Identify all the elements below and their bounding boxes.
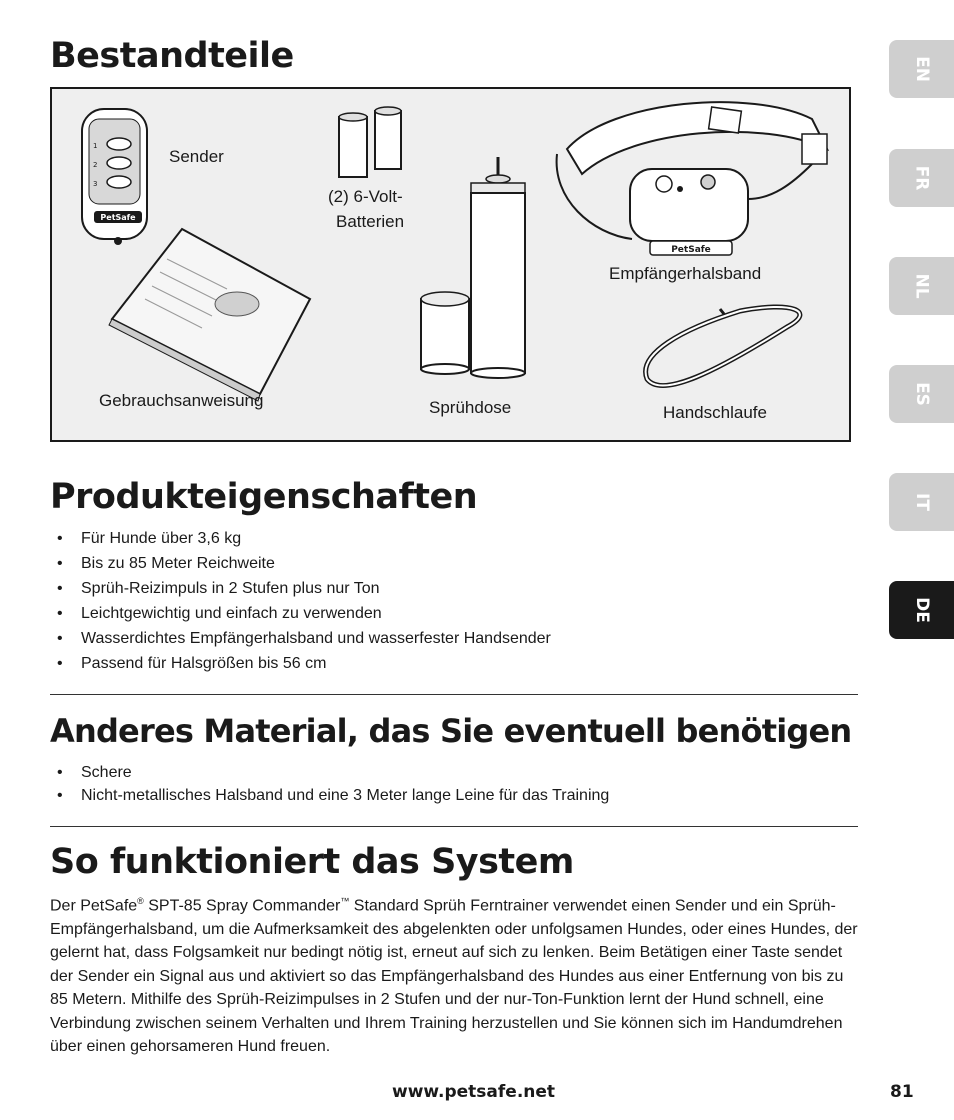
- label-manual: Gebrauchsanweisung: [99, 391, 264, 410]
- tab-label: NL: [911, 273, 932, 299]
- registered-mark: ®: [137, 896, 144, 906]
- tab-en[interactable]: [889, 40, 954, 98]
- list-item: • Schere: [55, 761, 609, 784]
- features-list: [55, 526, 551, 676]
- list-item: • Nicht-metallisches Halsband und eine 3 Meter lange Leine für das Training: [55, 784, 609, 807]
- list-item: • Wasserdichtes Empfängerhalsband und wasserfester Handsender: [55, 626, 551, 651]
- tab-label: FR: [911, 165, 932, 191]
- list-item: • Für Hunde über 3,6 kg: [55, 526, 551, 551]
- components-illustration: [50, 87, 851, 442]
- system-paragraph: [50, 890, 862, 1059]
- batteries-drawing: [339, 107, 401, 177]
- tab-nl[interactable]: [889, 257, 954, 315]
- label-spray-can: Sprühdose: [429, 398, 512, 417]
- petsafe-logo: PetSafe: [671, 245, 711, 255]
- page-number: 81: [890, 1082, 914, 1102]
- transmitter-button-3: 3: [93, 180, 98, 188]
- divider: [50, 826, 858, 827]
- label-collar: Empfängerhalsband: [609, 264, 762, 283]
- spray-can-drawing: [421, 157, 525, 378]
- label-batteries-line1: (2) 6-Volt-: [328, 187, 403, 206]
- manual-drawing: [109, 229, 310, 401]
- tab-label: IT: [911, 493, 932, 511]
- trademark-mark: ™: [340, 896, 350, 906]
- list-item: • Sprüh-Reizimpuls in 2 Stufen plus nur Ton: [55, 576, 551, 601]
- collar-drawing: [557, 102, 827, 255]
- transmitter-button-2: 2: [93, 161, 98, 169]
- tab-label: ES: [911, 382, 932, 406]
- label-transmitter: Sender: [169, 147, 224, 166]
- paragraph-text: SPT-85 Spray Commander: [143, 897, 341, 915]
- transmitter-button-1: 1: [93, 142, 98, 150]
- tab-it[interactable]: [889, 473, 954, 531]
- tab-fr[interactable]: [889, 149, 954, 207]
- paragraph-text: Standard Sprüh Ferntrainer verwendet einen Sender und ein Sprüh-Empfängerhalsband, um die Aufmerksamkeit des abgelenkten oder unfolgsamen Hundes, oder eines Hundes, der gelernt hat, dass Folgsamkeit nur bedingt nötig ist, erneut auf sich zu lenken. Beim Betätigen einer Taste sendet der Sender ein Signal aus und aktiviert so das Empfängerhalsband des Hundes aus einer Entfernung von bis zu 85 Metern. Mithilfe des Sprüh-Reizimpulses in 2 Stufen und der nur-Ton-Funktion lernt der Hund schnell, eine Verbindung zwischen seinem Verhalten und Ihrem Training herzustellen und Sie können sich im Handumdrehen über einen gehorsameren Hund freuen.: [50, 897, 858, 1056]
- transmitter-drawing: [82, 109, 147, 245]
- tab-de[interactable]: [889, 581, 954, 639]
- section-title-components: Bestandteile: [50, 36, 294, 76]
- label-lanyard: Handschlaufe: [663, 403, 767, 422]
- section-title-materials: Anderes Material, das Sie eventuell benötigen: [50, 712, 852, 750]
- lanyard-drawing: [646, 307, 800, 386]
- footer-url[interactable]: www.petsafe.net: [392, 1082, 556, 1102]
- materials-list: [55, 761, 609, 807]
- section-title-system: So funktioniert das System: [50, 842, 574, 882]
- divider: [50, 694, 858, 695]
- list-item: • Leichtgewichtig und einfach zu verwenden: [55, 601, 551, 626]
- tab-es[interactable]: [889, 365, 954, 423]
- tab-label: DE: [911, 597, 932, 623]
- list-item: • Passend für Halsgrößen bis 56 cm: [55, 651, 551, 676]
- paragraph-text: Der PetSafe: [50, 897, 138, 915]
- petsafe-logo: PetSafe: [100, 213, 136, 222]
- label-batteries-line2: Batterien: [336, 212, 405, 231]
- list-item: • Bis zu 85 Meter Reichweite: [55, 551, 551, 576]
- section-title-features: Produkteigenschaften: [50, 477, 478, 517]
- tab-label: EN: [911, 56, 932, 82]
